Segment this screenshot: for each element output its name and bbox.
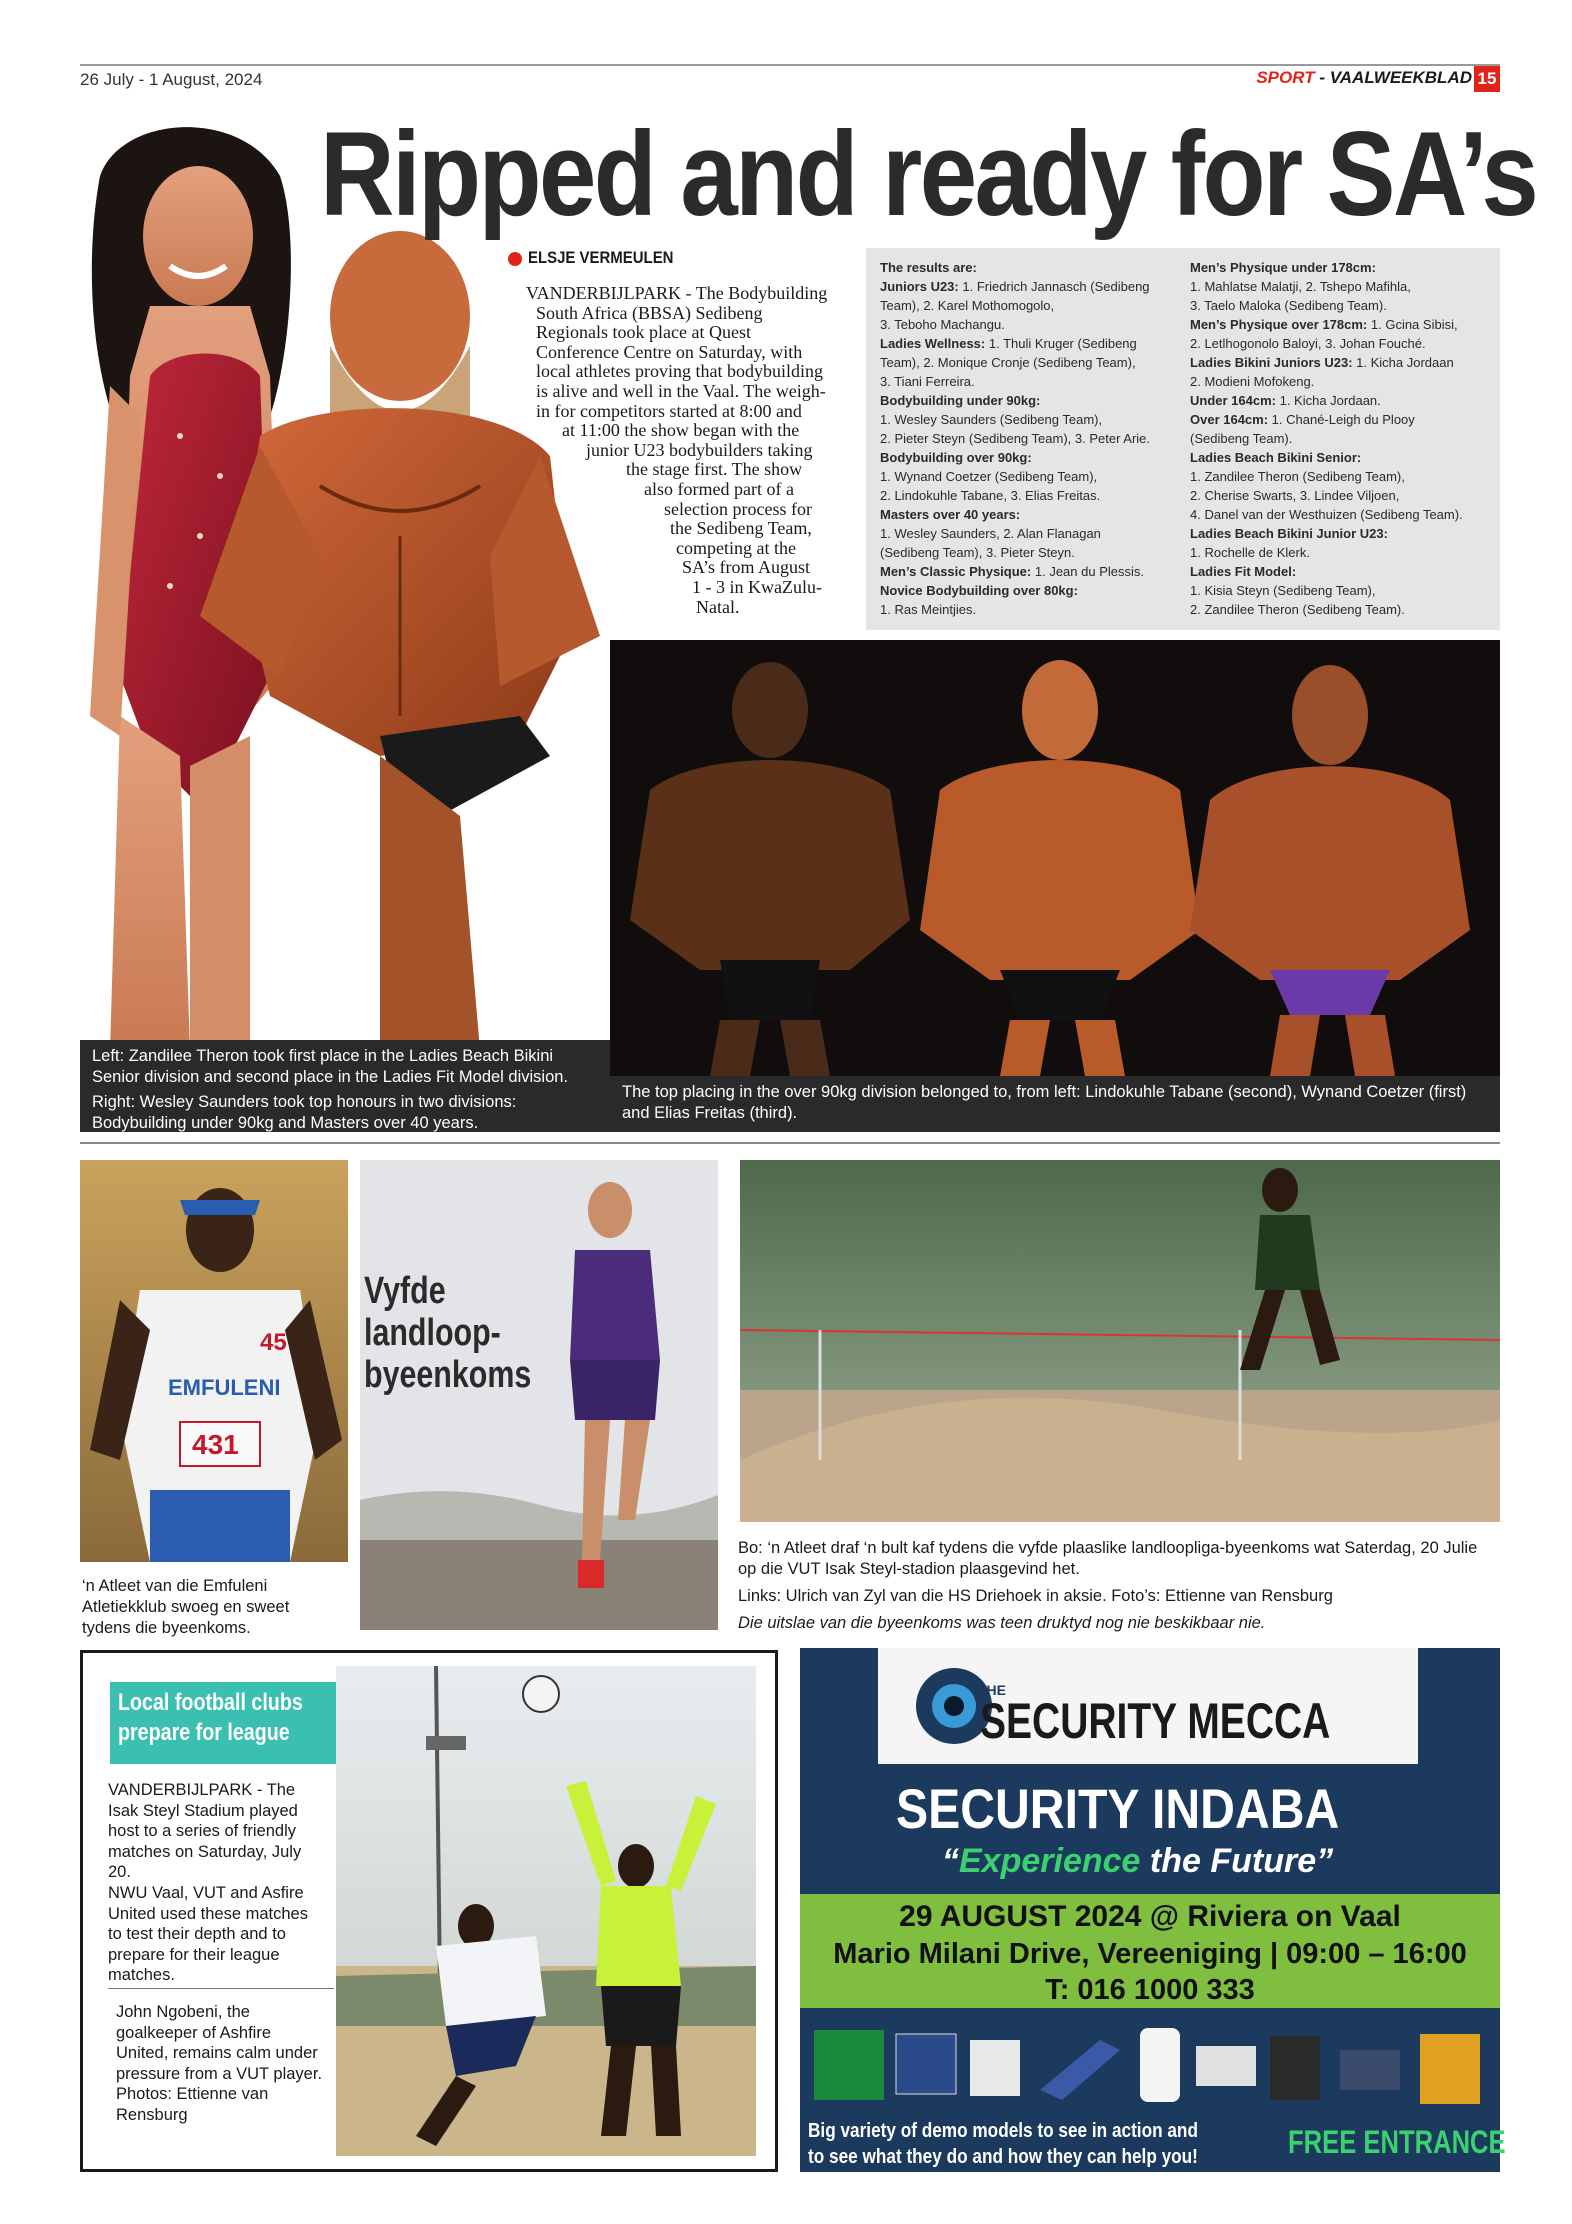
advert-demo-text bbox=[808, 2118, 1212, 2170]
results-line bbox=[880, 296, 1180, 315]
results-line bbox=[880, 486, 1180, 505]
title-line: Vyfde bbox=[364, 1270, 446, 1312]
results-line bbox=[880, 581, 1180, 600]
results-category: Ladies Fit Model: bbox=[1190, 564, 1297, 579]
section-paper: - VAALWEEKBLAD bbox=[1314, 68, 1472, 87]
results-placings: 2. Cherise Swarts, 3. Lindee Viljoen, bbox=[1190, 488, 1400, 503]
results-line bbox=[880, 600, 1180, 619]
results-line bbox=[880, 353, 1180, 372]
intro-line: Conference Centre on Saturday, with bbox=[536, 341, 803, 362]
results-category: Novice Bodybuilding over 80kg: bbox=[880, 583, 1078, 598]
intro-line: competing at the bbox=[676, 537, 796, 558]
intro-line: the stage first. The show bbox=[626, 459, 803, 480]
intro-line: 1 - 3 in KwaZulu- bbox=[692, 576, 822, 597]
football-title bbox=[118, 1688, 331, 1748]
results-placings: 1. Thuli Kruger (Sedibeng bbox=[985, 336, 1137, 351]
results-column-2 bbox=[1190, 258, 1490, 619]
results-placings: 4. Danel van der Westhuizen (Sedibeng Team). bbox=[1190, 507, 1463, 522]
results-placings: Team), 2. Monique Cronje (Sedibeng Team), bbox=[880, 355, 1136, 370]
results-placings: 2. Zandilee Theron (Sedibeng Team). bbox=[1190, 602, 1405, 617]
football-caption-rule bbox=[108, 1988, 334, 1989]
results-placings: 3. Taelo Maloka (Sedibeng Team). bbox=[1190, 298, 1387, 313]
advert-tagline bbox=[942, 1842, 1333, 1881]
results-line bbox=[1190, 562, 1490, 581]
results-line bbox=[1190, 258, 1490, 277]
results-column-1 bbox=[880, 258, 1180, 619]
bib-number-45: 45 bbox=[260, 1329, 287, 1356]
results-placings: 1. Wynand Coetzer (Sedibeng Team), bbox=[880, 469, 1098, 484]
caption-emfuleni-runner: ‘n Atleet van die Emfuleni Atletiekklub swoeg en sweet tydens die byeenkoms. bbox=[82, 1577, 290, 1637]
results-line bbox=[1190, 524, 1490, 543]
results-box bbox=[866, 248, 1500, 630]
caption-saunders: Right: Wesley Saunders took top honours in two divisions: Bodybuilding under 90kg and Masters over 40 years. bbox=[92, 1093, 517, 1132]
caption-hill-athlete: Bo: ‘n Atleet draf ‘n bult kaf tydens die vyfde plaaslike landloopliga-byeenkoms wat Saterdag, 20 Julie op die VUT Isak Steyl-stadion plaasgevind het. bbox=[738, 1539, 1478, 1578]
results-line bbox=[1190, 277, 1490, 296]
results-line bbox=[1190, 372, 1490, 391]
header-rule bbox=[80, 64, 1500, 66]
results-line bbox=[880, 391, 1180, 410]
results-category: Masters over 40 years: bbox=[880, 507, 1021, 522]
caption-theron: Left: Zandilee Theron took first place in the Ladies Beach Bikini Senior division and second place in the Ladies Fit Model division. bbox=[92, 1047, 569, 1086]
advert-products-strip bbox=[800, 2010, 1500, 2112]
results-category: Ladies Wellness: bbox=[880, 336, 986, 351]
advert-demo-line-1: Big variety of demo models to see in action and bbox=[808, 2120, 1198, 2142]
results-line bbox=[880, 543, 1180, 562]
intro-line: at 11:00 the show began with the bbox=[562, 420, 800, 441]
results-placings: 1. Jean du Plessis. bbox=[1031, 564, 1144, 579]
results-line bbox=[1190, 505, 1490, 524]
page-number: 15 bbox=[1474, 66, 1500, 92]
caption-center-photo: The top placing in the over 90kg division belonged to, from left: Lindokuhle Tabane (second), Wynand Coetzer (first) and Elias Freitas (third). bbox=[610, 1076, 1500, 1132]
results-category: Ladies Beach Bikini Senior: bbox=[1190, 450, 1362, 465]
results-category: Men’s Physique under 178cm: bbox=[1190, 260, 1376, 275]
bib-number-431: 431 bbox=[192, 1429, 239, 1460]
photo-athlete-hill bbox=[740, 1160, 1500, 1522]
section-label bbox=[1256, 68, 1472, 88]
results-line bbox=[880, 505, 1180, 524]
football-caption bbox=[116, 2002, 326, 2126]
security-products-icon bbox=[800, 2010, 1500, 2112]
tagline-highlight: Experience bbox=[959, 1842, 1141, 1880]
football-body-p2: NWU Vaal, VUT and Asfire United used these matches to test their depth and to prepare for their league matches. bbox=[108, 1883, 308, 1985]
headline: Ripped and ready for SA’s bbox=[320, 107, 1537, 241]
results-category: Bodybuilding under 90kg: bbox=[880, 393, 1041, 408]
advert-demo-line-2: to see what they do and how they can help you! bbox=[808, 2146, 1198, 2168]
title-line: byeenkoms bbox=[364, 1354, 532, 1396]
intro-line: South Africa (BBSA) Sedibeng bbox=[536, 302, 763, 323]
results-category: The results are: bbox=[880, 260, 977, 275]
results-category: Under 164cm: bbox=[1190, 393, 1276, 408]
results-placings: 3. Tiani Ferreira. bbox=[880, 374, 975, 389]
advert-free-entrance: FREE ENTRANCE bbox=[1288, 2124, 1506, 2160]
intro-line: junior U23 bodybuilders taking bbox=[586, 439, 813, 460]
intro-paragraph bbox=[526, 284, 856, 617]
photo-over-90kg-top3-art bbox=[610, 640, 1500, 1076]
results-placings: 1. Wesley Saunders (Sedibeng Team), bbox=[880, 412, 1103, 427]
advert-address-time: Mario Milani Drive, Vereeniging | 09:00 – 16:00 bbox=[833, 1938, 1467, 1970]
results-placings: Team), 2. Karel Mothomogolo, bbox=[880, 298, 1055, 313]
intro-line: local athletes proving that bodybuilding bbox=[536, 361, 823, 382]
results-category: Ladies Beach Bikini Junior U23: bbox=[1190, 526, 1388, 541]
caption-cross-country bbox=[738, 1538, 1500, 1634]
results-placings: 1. Rochelle de Klerk. bbox=[1190, 545, 1310, 560]
results-placings: 1. Zandilee Theron (Sedibeng Team), bbox=[1190, 469, 1405, 484]
title-line: landloop- bbox=[364, 1312, 501, 1354]
title-line: prepare for league bbox=[118, 1719, 290, 1746]
results-line bbox=[880, 524, 1180, 543]
results-line bbox=[1190, 296, 1490, 315]
results-placings: 2. Letlhogonolo Baloyi, 3. Johan Fouché. bbox=[1190, 336, 1426, 351]
caption-results-note: Die uitslae van die byeenkoms was teen druktyd nog nie beskikbaar nie. bbox=[738, 1614, 1266, 1632]
intro-line: selection process for bbox=[664, 498, 812, 519]
results-category: Bodybuilding over 90kg: bbox=[880, 450, 1032, 465]
results-category: Juniors U23: bbox=[880, 279, 959, 294]
photo-emfuleni-runner bbox=[80, 1160, 348, 1562]
results-placings: 1. Kicha Jordaan bbox=[1352, 355, 1454, 370]
football-photo-credit: Photos: Ettienne van Rensburg bbox=[116, 2085, 269, 2124]
results-placings: 2. Modieni Mofokeng. bbox=[1190, 374, 1315, 389]
results-line bbox=[1190, 315, 1490, 334]
section-sport: SPORT bbox=[1256, 68, 1315, 87]
results-line bbox=[880, 448, 1180, 467]
intro-line: is alive and well in the Vaal. The weigh- bbox=[536, 380, 826, 401]
results-line bbox=[1190, 486, 1490, 505]
results-line bbox=[880, 429, 1180, 448]
club-name: EMFULENI bbox=[168, 1375, 281, 1400]
photo-athlete-hill-art bbox=[740, 1160, 1500, 1522]
results-line bbox=[1190, 600, 1490, 619]
results-placings: (Sedibeng Team), 3. Pieter Steyn. bbox=[880, 545, 1075, 560]
advert-phone: T: 016 1000 333 bbox=[1045, 1974, 1255, 2006]
results-category: Ladies Bikini Juniors U23: bbox=[1190, 355, 1353, 370]
results-placings: (Sedibeng Team). bbox=[1190, 431, 1293, 446]
results-line bbox=[1190, 353, 1490, 372]
results-placings: 1. Mahlatse Malatji, 2. Tshepo Mafihla, bbox=[1190, 279, 1411, 294]
intro-line: SA’s from August bbox=[682, 557, 811, 578]
photo-goalkeeper bbox=[336, 1666, 756, 2156]
results-line bbox=[880, 467, 1180, 486]
results-line bbox=[1190, 410, 1490, 429]
photo-over-90kg-top3 bbox=[610, 640, 1500, 1076]
results-line bbox=[1190, 467, 1490, 486]
section-divider bbox=[80, 1142, 1500, 1144]
results-category: Over 164cm: bbox=[1190, 412, 1269, 427]
advert-brand-name: SECURITY MECCA bbox=[980, 1693, 1331, 1749]
results-category: Men’s Classic Physique: bbox=[880, 564, 1032, 579]
results-line bbox=[1190, 543, 1490, 562]
results-placings: 1. Ras Meintjies. bbox=[880, 602, 977, 617]
results-placings: 1. Gcina Sibisi, bbox=[1367, 317, 1458, 332]
results-line bbox=[1190, 448, 1490, 467]
results-line bbox=[880, 410, 1180, 429]
results-placings: 1. Chané-Leigh du Plooy bbox=[1268, 412, 1415, 427]
results-placings: 3. Teboho Machangu. bbox=[880, 317, 1005, 332]
results-line bbox=[880, 258, 1180, 277]
tagline-rest: the Future” bbox=[1140, 1842, 1334, 1880]
results-placings: 1. Kisia Steyn (Sedibeng Team), bbox=[1190, 583, 1376, 598]
tagline-open-quote: “ bbox=[942, 1842, 959, 1880]
results-line bbox=[880, 277, 1180, 296]
football-body bbox=[108, 1780, 322, 1986]
intro-line: VANDERBIJLPARK - The Bodybuilding bbox=[526, 283, 828, 303]
photo-emfuleni-runner-art bbox=[80, 1160, 348, 1562]
byline-bullet-icon bbox=[508, 252, 522, 266]
results-category: Men’s Physique over 178cm: bbox=[1190, 317, 1368, 332]
results-placings: 2. Pieter Steyn (Sedibeng Team), 3. Peter Arie. bbox=[880, 431, 1151, 446]
results-line bbox=[880, 334, 1180, 353]
intro-line: Natal. bbox=[696, 596, 740, 617]
advert-event-title: SECURITY INDABA bbox=[896, 1777, 1340, 1840]
intro-line: also formed part of a bbox=[644, 478, 794, 499]
intro-line: the Sedibeng Team, bbox=[670, 518, 812, 539]
football-caption-text: John Ngobeni, the goalkeeper of Ashfire United, remains calm under pressure from a VUT player. bbox=[116, 2003, 323, 2083]
photo-goalkeeper-art bbox=[336, 1666, 756, 2156]
results-line bbox=[1190, 334, 1490, 353]
results-line bbox=[880, 315, 1180, 334]
results-line bbox=[1190, 391, 1490, 410]
caption-photo-credit: Links: Ulrich van Zyl van die HS Driehoek in aksie. Foto’s: Ettienne van Rensburg bbox=[738, 1587, 1333, 1605]
issue-date: 26 July - 1 August, 2024 bbox=[80, 70, 263, 89]
results-placings: 2. Lindokuhle Tabane, 3. Elias Freitas. bbox=[880, 488, 1101, 503]
title-line: Local football clubs bbox=[118, 1689, 303, 1716]
byline: ELSJE VERMEULEN bbox=[528, 248, 674, 267]
caption-left-photo bbox=[80, 1040, 610, 1132]
intro-line: in for competitors started at 8:00 and bbox=[536, 400, 802, 421]
football-body-p1: VANDERBIJLPARK - The Isak Steyl Stadium played host to a series of friendly matches on Saturday, July 20. bbox=[108, 1781, 302, 1882]
results-line bbox=[880, 372, 1180, 391]
cross-country-title bbox=[364, 1270, 531, 1396]
results-line bbox=[1190, 429, 1490, 448]
advert-brand-the: THE bbox=[978, 1682, 1006, 1698]
results-line bbox=[880, 562, 1180, 581]
results-placings: 1. Wesley Saunders, 2. Alan Flanagan bbox=[880, 526, 1101, 541]
results-line bbox=[1190, 581, 1490, 600]
results-placings: 1. Friedrich Jannasch (Sedibeng bbox=[958, 279, 1150, 294]
results-placings: 1. Kicha Jordaan. bbox=[1275, 393, 1381, 408]
intro-line: Regionals took place at Quest bbox=[536, 322, 751, 343]
advert-date-venue: 29 AUGUST 2024 @ Riviera on Vaal bbox=[899, 1900, 1401, 1933]
